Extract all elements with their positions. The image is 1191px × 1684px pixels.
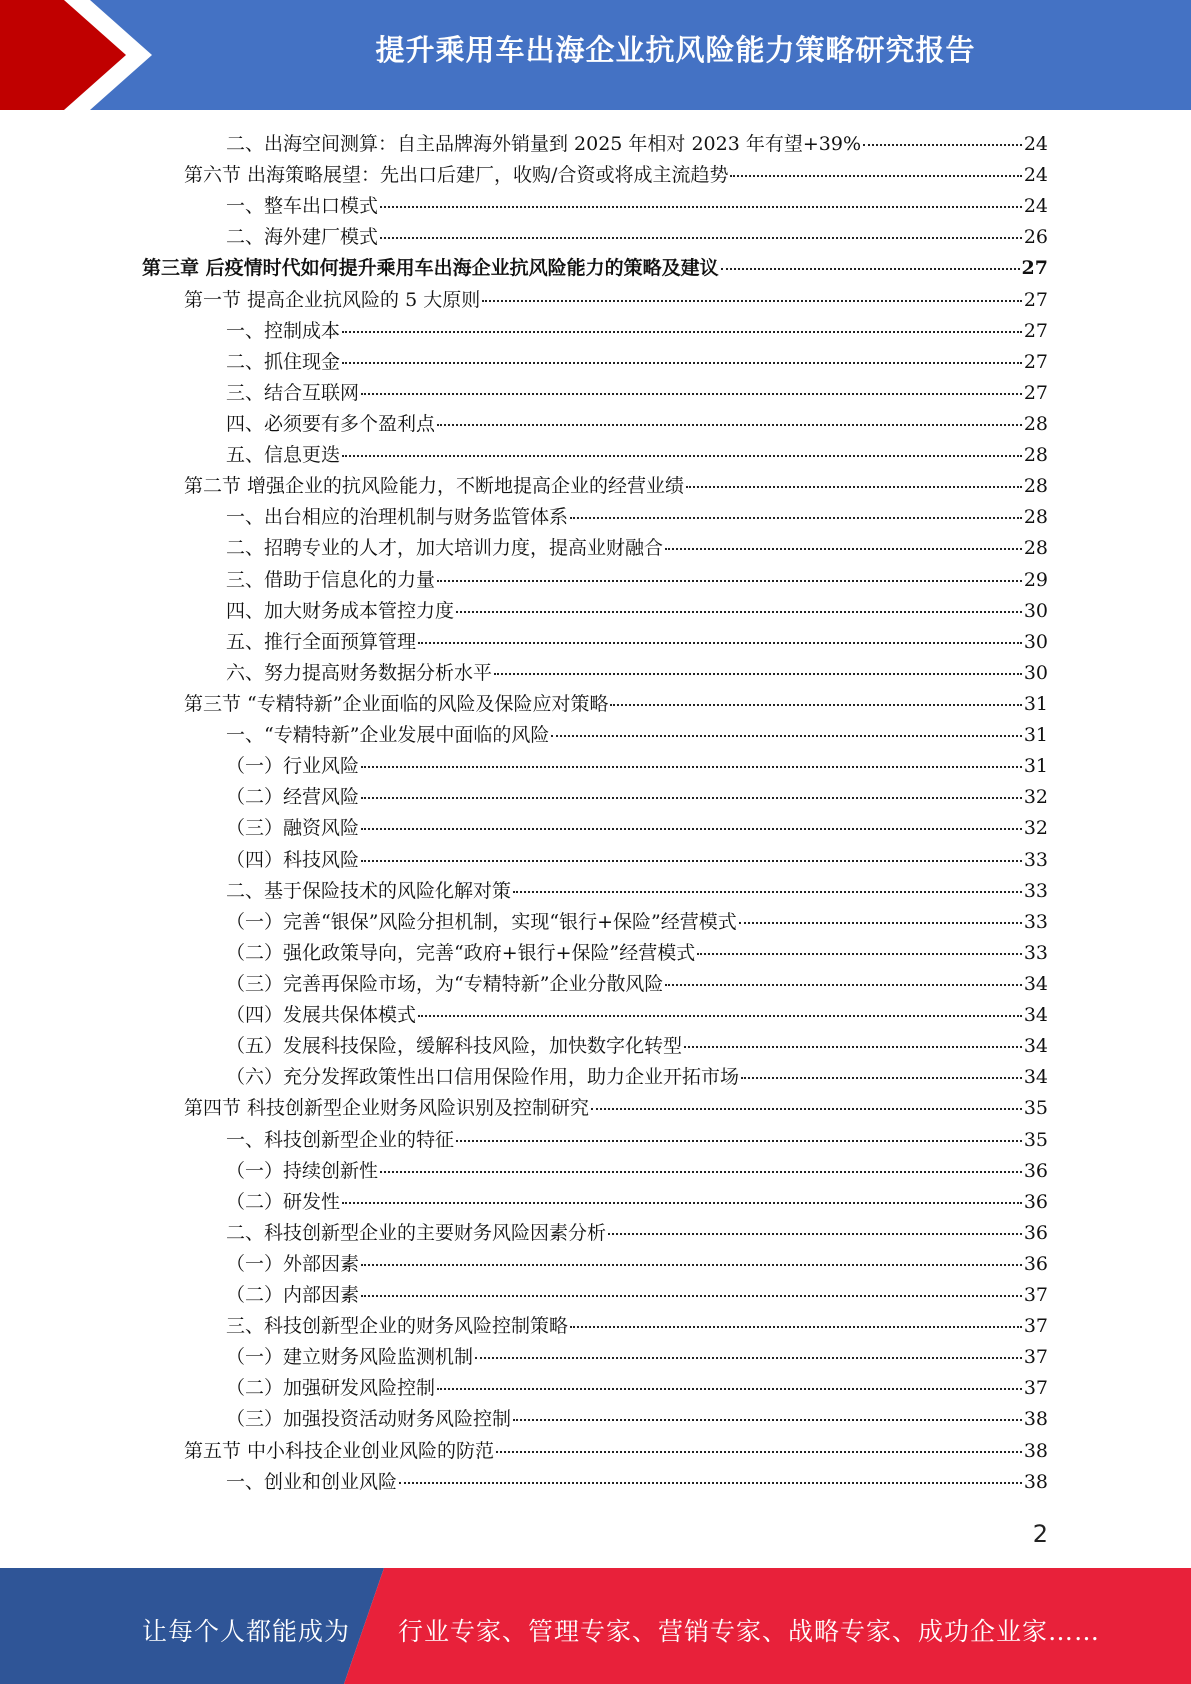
toc-entry-page: 27 <box>1023 319 1048 342</box>
toc-entry-page: 35 <box>1023 1097 1048 1120</box>
toc-entry[interactable] <box>142 1187 1048 1218</box>
toc-entry-title: 一、控制成本 <box>226 319 341 342</box>
toc-entry-page: 34 <box>1023 1004 1048 1027</box>
toc-entry[interactable] <box>142 876 1048 907</box>
toc-entry-title: （一）行业风险 <box>226 755 360 778</box>
toc-entry-page: 37 <box>1023 1377 1048 1400</box>
toc-entry[interactable] <box>142 533 1048 564</box>
toc-entry[interactable] <box>142 285 1048 316</box>
toc-leader-dots <box>342 361 1022 364</box>
toc-entry-title: 二、科技创新型企业的主要财务风险因素分析 <box>226 1221 607 1244</box>
toc-entry[interactable] <box>142 1373 1048 1404</box>
toc-entry-page: 36 <box>1023 1159 1048 1182</box>
toc-leader-dots <box>684 1045 1022 1048</box>
toc-entry[interactable] <box>142 378 1048 409</box>
toc-leader-dots <box>739 921 1022 924</box>
toc-entry-page: 31 <box>1023 755 1048 778</box>
table-of-contents <box>142 129 1048 1498</box>
toc-entry-title: 四、加大财务成本管控力度 <box>226 599 455 622</box>
toc-entry[interactable] <box>142 191 1048 222</box>
toc-entry-title: （二）内部因素 <box>226 1284 360 1307</box>
toc-entry-page: 24 <box>1023 164 1048 187</box>
toc-entry[interactable] <box>142 502 1048 533</box>
toc-entry[interactable] <box>142 253 1048 284</box>
toc-leader-dots <box>721 267 1020 270</box>
toc-entry[interactable] <box>142 222 1048 253</box>
toc-entry-title: （一）持续创新性 <box>226 1159 379 1182</box>
toc-entry-title: 一、出台相应的治理机制与财务监管体系 <box>226 506 569 529</box>
toc-entry-page: 34 <box>1023 972 1048 995</box>
toc-entry[interactable] <box>142 1404 1048 1435</box>
toc-leader-dots <box>513 1418 1022 1421</box>
toc-leader-dots <box>342 454 1022 457</box>
toc-entry-title: （三）完善再保险市场，为“专精特新”企业分散风险 <box>226 972 664 995</box>
toc-entry-title: （五）发展科技保险，缓解科技风险，加快数字化转型 <box>226 1035 683 1058</box>
toc-entry[interactable] <box>142 1218 1048 1249</box>
toc-entry[interactable] <box>142 409 1048 440</box>
toc-entry-title: 第三节 “专精特新”企业面临的风险及保险应对策略 <box>184 692 609 715</box>
toc-entry[interactable] <box>142 1249 1048 1280</box>
toc-entry-title: 一、整车出口模式 <box>226 195 379 218</box>
toc-entry-title: 五、推行全面预算管理 <box>226 630 417 653</box>
toc-leader-dots <box>361 765 1022 768</box>
toc-entry-title: （二）强化政策导向，完善“政府+银行+保险”经营模式 <box>226 941 696 964</box>
toc-entry[interactable] <box>142 347 1048 378</box>
toc-leader-dots <box>342 1201 1022 1204</box>
toc-entry[interactable] <box>142 845 1048 876</box>
toc-leader-dots <box>361 1263 1022 1266</box>
toc-entry[interactable] <box>142 1436 1048 1467</box>
toc-entry-page: 37 <box>1023 1284 1048 1307</box>
toc-leader-dots <box>551 734 1021 737</box>
toc-entry-page: 37 <box>1023 1315 1048 1338</box>
toc-leader-dots <box>610 703 1021 706</box>
toc-entry-page: 28 <box>1023 506 1048 529</box>
toc-entry[interactable] <box>142 1467 1048 1498</box>
toc-leader-dots <box>437 423 1022 426</box>
toc-entry-page: 36 <box>1023 1190 1048 1213</box>
toc-entry-title: （四）科技风险 <box>226 848 360 871</box>
toc-leader-dots <box>697 952 1022 955</box>
toc-entry[interactable] <box>142 751 1048 782</box>
toc-entry[interactable] <box>142 969 1048 1000</box>
toc-entry-title: （六）充分发挥政策性出口信用保险作用，助力企业开拓市场 <box>226 1066 740 1089</box>
toc-entry-title: 第四节 科技创新型企业财务风险识别及控制研究 <box>184 1097 590 1120</box>
toc-entry-title: （一）外部因素 <box>226 1252 360 1275</box>
toc-leader-dots <box>380 205 1022 208</box>
toc-leader-dots <box>456 1139 1022 1142</box>
toc-entry-title: 三、借助于信息化的力量 <box>226 568 436 591</box>
toc-entry[interactable] <box>142 440 1048 471</box>
toc-entry-title: 二、抓住现金 <box>226 350 341 373</box>
toc-entry-title: 二、基于保险技术的风险化解对策 <box>226 879 512 902</box>
toc-entry-title: （一）完善“银保”风险分担机制，实现“银行+保险”经营模式 <box>226 910 737 933</box>
toc-leader-dots <box>380 236 1022 239</box>
toc-leader-dots <box>665 983 1021 986</box>
toc-leader-dots <box>437 1387 1022 1390</box>
toc-entry-page: 34 <box>1023 1066 1048 1089</box>
toc-entry-title: （一）建立财务风险监测机制 <box>226 1346 474 1369</box>
toc-entry-page: 36 <box>1023 1221 1048 1244</box>
page-footer <box>0 1568 1191 1684</box>
toc-leader-dots <box>730 174 1021 177</box>
toc-entry-page: 35 <box>1023 1128 1048 1151</box>
toc-entry[interactable] <box>142 1093 1048 1124</box>
toc-entry-page: 30 <box>1023 599 1048 622</box>
toc-entry-page: 31 <box>1023 724 1048 747</box>
toc-entry-title: 一、科技创新型企业的特征 <box>226 1128 455 1151</box>
toc-entry-page: 36 <box>1023 1252 1048 1275</box>
toc-leader-dots <box>361 827 1022 830</box>
toc-leader-dots <box>361 859 1022 862</box>
toc-entry[interactable] <box>142 1311 1048 1342</box>
toc-entry-page: 28 <box>1023 412 1048 435</box>
toc-entry[interactable] <box>142 1280 1048 1311</box>
toc-leader-dots <box>482 299 1022 302</box>
page-header <box>0 0 1191 110</box>
toc-entry[interactable] <box>142 658 1048 689</box>
toc-entry-title: （三）加强投资活动财务风险控制 <box>226 1408 512 1431</box>
toc-entry-title: 第三章 后疫情时代如何提升乘用车出海企业抗风险能力的策略及建议 <box>142 257 719 280</box>
toc-entry-title: （二）研发性 <box>226 1190 341 1213</box>
page-number: 2 <box>1032 1520 1048 1548</box>
toc-leader-dots <box>418 1014 1022 1017</box>
toc-entry[interactable] <box>142 907 1048 938</box>
toc-entry-page: 28 <box>1023 537 1048 560</box>
toc-entry-page: 27 <box>1023 381 1048 404</box>
toc-entry[interactable] <box>142 1062 1048 1093</box>
toc-entry-title: 四、必须要有多个盈利点 <box>226 412 436 435</box>
header-arrow-icon <box>0 0 160 110</box>
toc-entry-title: 六、努力提高财务数据分析水平 <box>226 661 493 684</box>
toc-leader-dots <box>741 1076 1022 1079</box>
toc-entry-title: 一、“专精特新”企业发展中面临的风险 <box>226 724 550 747</box>
toc-leader-dots <box>399 1481 1022 1484</box>
toc-entry-title: （四）发展共保体模式 <box>226 1004 417 1027</box>
toc-entry-title: 第一节 提高企业抗风险的 5 大原则 <box>184 288 481 311</box>
toc-entry-page: 33 <box>1023 941 1048 964</box>
toc-entry-page: 24 <box>1023 133 1048 155</box>
toc-entry-page: 28 <box>1023 444 1048 467</box>
toc-leader-dots <box>361 796 1022 799</box>
toc-entry-page: 27 <box>1023 350 1048 373</box>
toc-leader-dots <box>665 547 1022 550</box>
toc-entry[interactable] <box>142 1125 1048 1156</box>
toc-entry-title: 二、海外建厂模式 <box>226 226 379 249</box>
toc-entry-title: （二）经营风险 <box>226 786 360 809</box>
toc-entry-title: 第二节 增强企业的抗风险能力，不断地提高企业的经营业绩 <box>184 475 685 498</box>
toc-entry-page: 30 <box>1023 661 1048 684</box>
toc-leader-dots <box>361 392 1022 395</box>
toc-leader-dots <box>863 143 1022 146</box>
toc-entry-page: 31 <box>1023 692 1048 715</box>
toc-leader-dots <box>570 1325 1022 1328</box>
toc-entry-page: 38 <box>1023 1470 1048 1493</box>
toc-entry-page: 26 <box>1023 226 1048 249</box>
toc-entry-page: 27 <box>1023 288 1048 311</box>
toc-entry[interactable] <box>142 1031 1048 1062</box>
toc-entry[interactable] <box>142 1156 1048 1187</box>
toc-entry-title: 三、结合互联网 <box>226 381 360 404</box>
toc-entry-page: 33 <box>1023 879 1048 902</box>
toc-leader-dots <box>686 485 1022 488</box>
toc-entry-title: 第六节 出海策略展望：先出口后建厂，收购/合资或将成主流趋势 <box>184 164 729 187</box>
footer-slogan-right: 行业专家、管理专家、营销专家、战略专家、成功企业家…… <box>398 1617 1101 1646</box>
toc-leader-dots <box>380 1170 1022 1173</box>
toc-entry-title: 第五节 中小科技企业创业风险的防范 <box>184 1439 495 1462</box>
toc-entry-title: 一、创业和创业风险 <box>226 1470 398 1493</box>
toc-leader-dots <box>475 1356 1022 1359</box>
toc-entry-title: 五、信息更迭 <box>226 444 341 467</box>
header-title: 提升乘用车出海企业抗风险能力策略研究报告 <box>375 33 976 67</box>
toc-leader-dots <box>608 1232 1022 1235</box>
toc-leader-dots <box>418 641 1022 644</box>
toc-entry[interactable] <box>142 1342 1048 1373</box>
toc-entry-title: （二）加强研发风险控制 <box>226 1377 436 1400</box>
toc-entry[interactable] <box>142 565 1048 596</box>
toc-entry-page: 33 <box>1023 848 1048 871</box>
toc-entry[interactable] <box>142 720 1048 751</box>
toc-entry-page: 33 <box>1023 910 1048 933</box>
toc-leader-dots <box>342 330 1022 333</box>
toc-leader-dots <box>496 1450 1022 1453</box>
toc-entry-page: 28 <box>1023 475 1048 498</box>
toc-leader-dots <box>456 610 1022 613</box>
toc-entry[interactable] <box>142 471 1048 502</box>
toc-entry[interactable] <box>142 813 1048 844</box>
toc-entry[interactable] <box>142 782 1048 813</box>
toc-entry-title: （三）融资风险 <box>226 817 360 840</box>
toc-entry-page: 29 <box>1023 568 1048 591</box>
toc-entry-page: 32 <box>1023 817 1048 840</box>
toc-leader-dots <box>570 516 1022 519</box>
toc-entry[interactable] <box>142 160 1048 191</box>
footer-slogan-left: 让每个人都能成为 <box>142 1617 351 1646</box>
toc-leader-dots <box>361 1294 1022 1297</box>
toc-entry-page: 38 <box>1023 1439 1048 1462</box>
toc-entry-page: 38 <box>1023 1408 1048 1431</box>
toc-entry-title: 二、招聘专业的人才，加大培训力度，提高业财融合 <box>226 537 664 560</box>
toc-entry-title: 三、科技创新型企业的财务风险控制策略 <box>226 1315 569 1338</box>
toc-entry-title: 二、出海空间测算：自主品牌海外销量到 2025 年相对 2023 年有望+39% <box>226 133 862 155</box>
toc-entry-page: 37 <box>1023 1346 1048 1369</box>
toc-entry[interactable] <box>142 129 1048 160</box>
toc-entry-page: 34 <box>1023 1035 1048 1058</box>
toc-entry[interactable] <box>142 689 1048 720</box>
toc-leader-dots <box>591 1107 1022 1110</box>
toc-entry[interactable] <box>142 938 1048 969</box>
toc-entry[interactable] <box>142 596 1048 627</box>
toc-entry[interactable] <box>142 627 1048 658</box>
toc-leader-dots <box>494 672 1022 675</box>
toc-entry[interactable] <box>142 1000 1048 1031</box>
toc-entry-page: 24 <box>1023 195 1048 218</box>
toc-entry[interactable] <box>142 316 1048 347</box>
toc-entry-page: 27 <box>1021 257 1048 280</box>
toc-entry-page: 32 <box>1023 786 1048 809</box>
toc-leader-dots <box>513 890 1022 893</box>
toc-entry-page: 30 <box>1023 630 1048 653</box>
toc-leader-dots <box>437 579 1022 582</box>
